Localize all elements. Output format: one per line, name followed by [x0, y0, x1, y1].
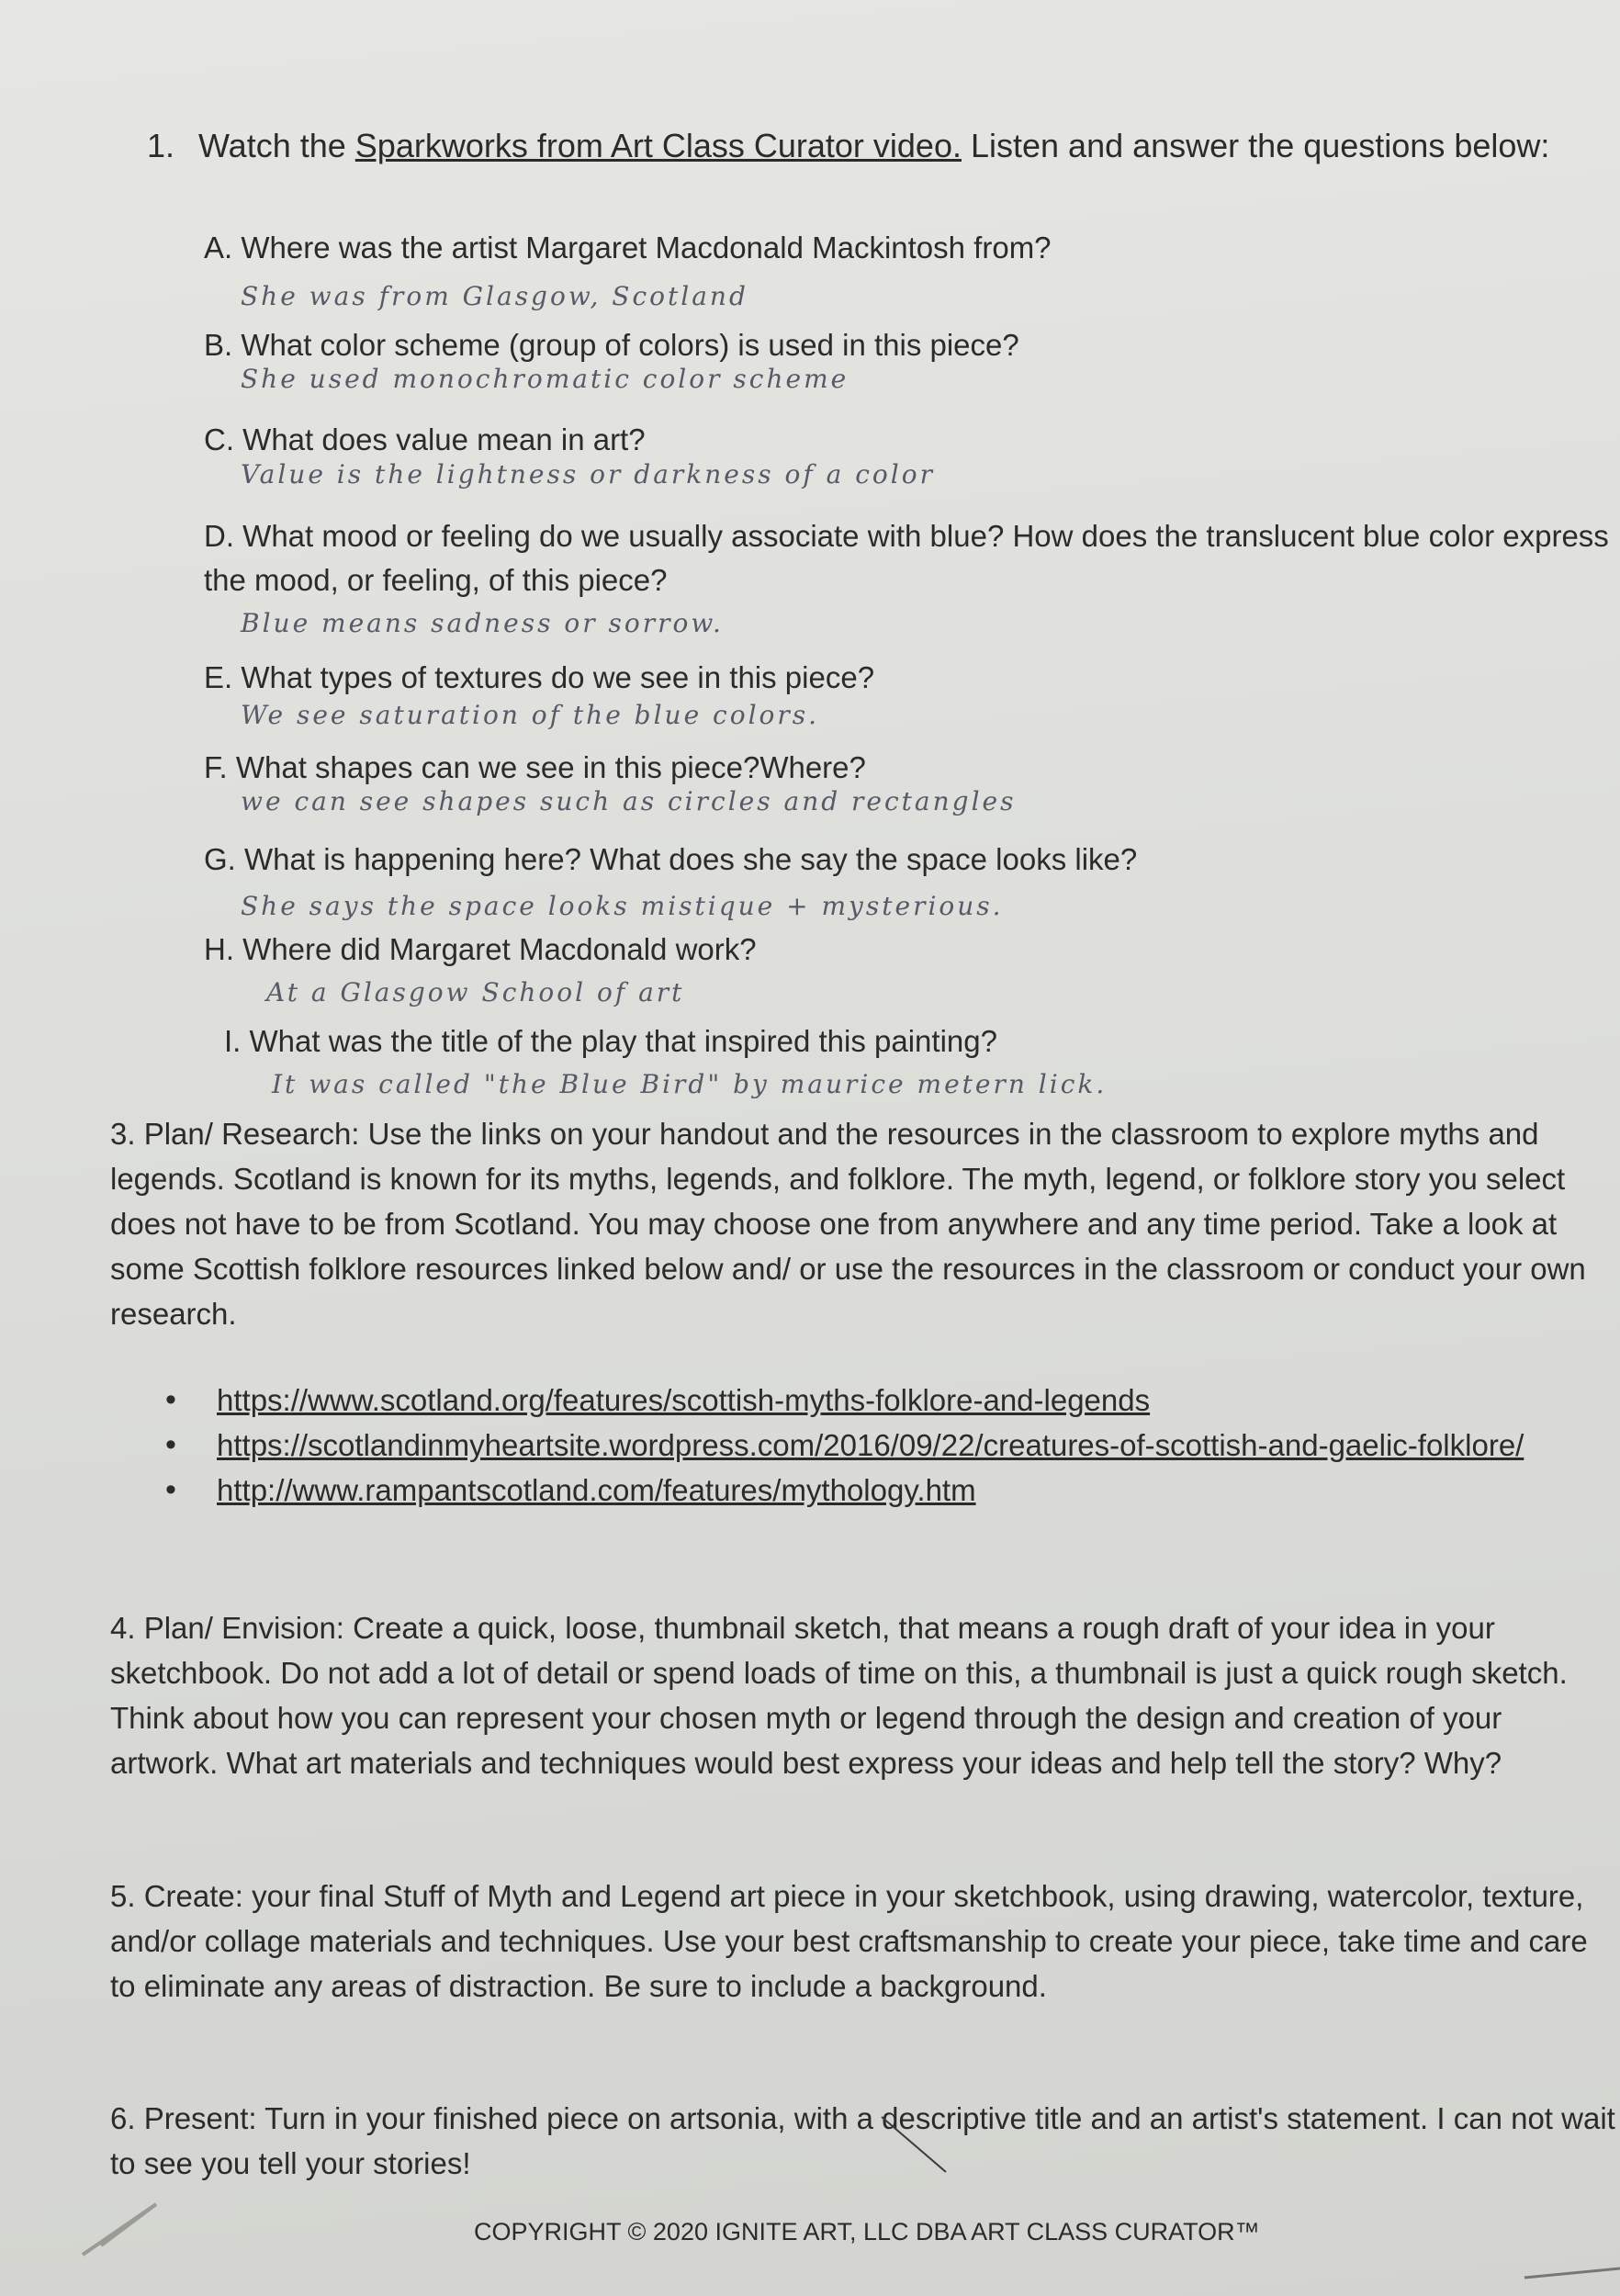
resource-link[interactable]: https://www.scotland.org/features/scottish-myths-folklore-and-legends — [217, 1383, 1151, 1417]
question-number: 1. — [147, 127, 175, 164]
resource-link[interactable]: https://scotlandinmyheartsite.wordpress.com/2016/09/22/creatures-of-scottish-and-gaelic-folklore/ — [217, 1428, 1524, 1462]
answer-b: She used monochromatic color scheme — [241, 364, 849, 394]
copyright-notice: COPYRIGHT © 2020 IGNITE ART, LLC DBA ART CLASS CURATOR™ — [474, 2218, 1260, 2245]
question-i: I. What was the title of the play that inspired this painting? — [224, 1024, 997, 1058]
resource-link[interactable]: http://www.rampantscotland.com/features/mythology.htm — [217, 1473, 976, 1507]
question-e: E. What types of textures do we see in this piece? — [204, 660, 875, 694]
question-5: 5. Create: your final Stuff of Myth and Legend art piece in your sketchbook, using drawing, watercolor, texture, and/or collage materials and techniques. Use your best craftsmanship to create your piece, take time and care to eliminate any areas of distraction. Be sure to include a background. — [110, 1879, 1588, 2003]
question-h: H. Where did Margaret Macdonald work? — [204, 932, 757, 966]
question-1-instruction: Listen and answer the questions below: — [961, 127, 1550, 164]
question-3: 3. Plan/ Research: Use the links on your handout and the resources in the classroom to explore myths and legends. Scotland is known for its myths, legends, and folklore. The myth, legend, or folklore story you select does not have to be from Scotland. You may choose one from anywhere and any time period. Take a look at some Scottish folklore resources linked below and/ or use the resources in the classroom or conduct your own research. — [110, 1117, 1586, 1331]
answer-a: She was from Glasgow, Scotland — [241, 281, 748, 311]
question-g: G. What is happening here? What does she say the space looks like? — [204, 842, 1138, 876]
question-6: 6. Present: Turn in your finished piece on artsonia, with a descriptive title and an artist's statement. I can not wait to see you tell your stories! — [110, 2101, 1615, 2180]
answer-h: At a Glasgow School of art — [266, 977, 685, 1007]
answer-g: She says the space looks mistique + mysterious. — [241, 891, 1004, 921]
answer-d: Blue means sadness or sorrow. — [241, 608, 724, 638]
question-1-intro: Watch the — [198, 127, 355, 164]
question-b: B. What color scheme (group of colors) is used in this piece? — [204, 328, 1019, 362]
question-a: A. Where was the artist Margaret Macdonald Mackintosh from? — [204, 231, 1052, 264]
answer-e: We see saturation of the blue colors. — [241, 700, 820, 730]
question-d: D. What mood or feeling do we usually associate with blue? How does the translucent blue color express the mood, or feeling, of this piece? — [204, 519, 1609, 597]
answer-i: It was called "the Blue Bird" by maurice metern lick. — [272, 1069, 1108, 1099]
question-c: C. What does value mean in art? — [204, 422, 646, 456]
video-link[interactable]: Sparkworks from Art Class Curator video. — [354, 127, 962, 164]
answer-c: Value is the lightness or darkness of a color — [241, 459, 935, 490]
answer-f: we can see shapes such as circles and rectangles — [241, 786, 1017, 816]
question-4: 4. Plan/ Envision: Create a quick, loose, thumbnail sketch, that means a rough draft of your idea in your sketchbook. Do not add a lot of detail or spend loads of time on this, a thumbnail is just a quick rough sketch. Think about how you can represent your chosen myth or legend through the design and creation of your artwork. What art materials and techniques would best express your ideas and help tell the story? Why? — [110, 1611, 1568, 1780]
question-f: F. What shapes can we see in this piece?Where? — [204, 750, 866, 784]
